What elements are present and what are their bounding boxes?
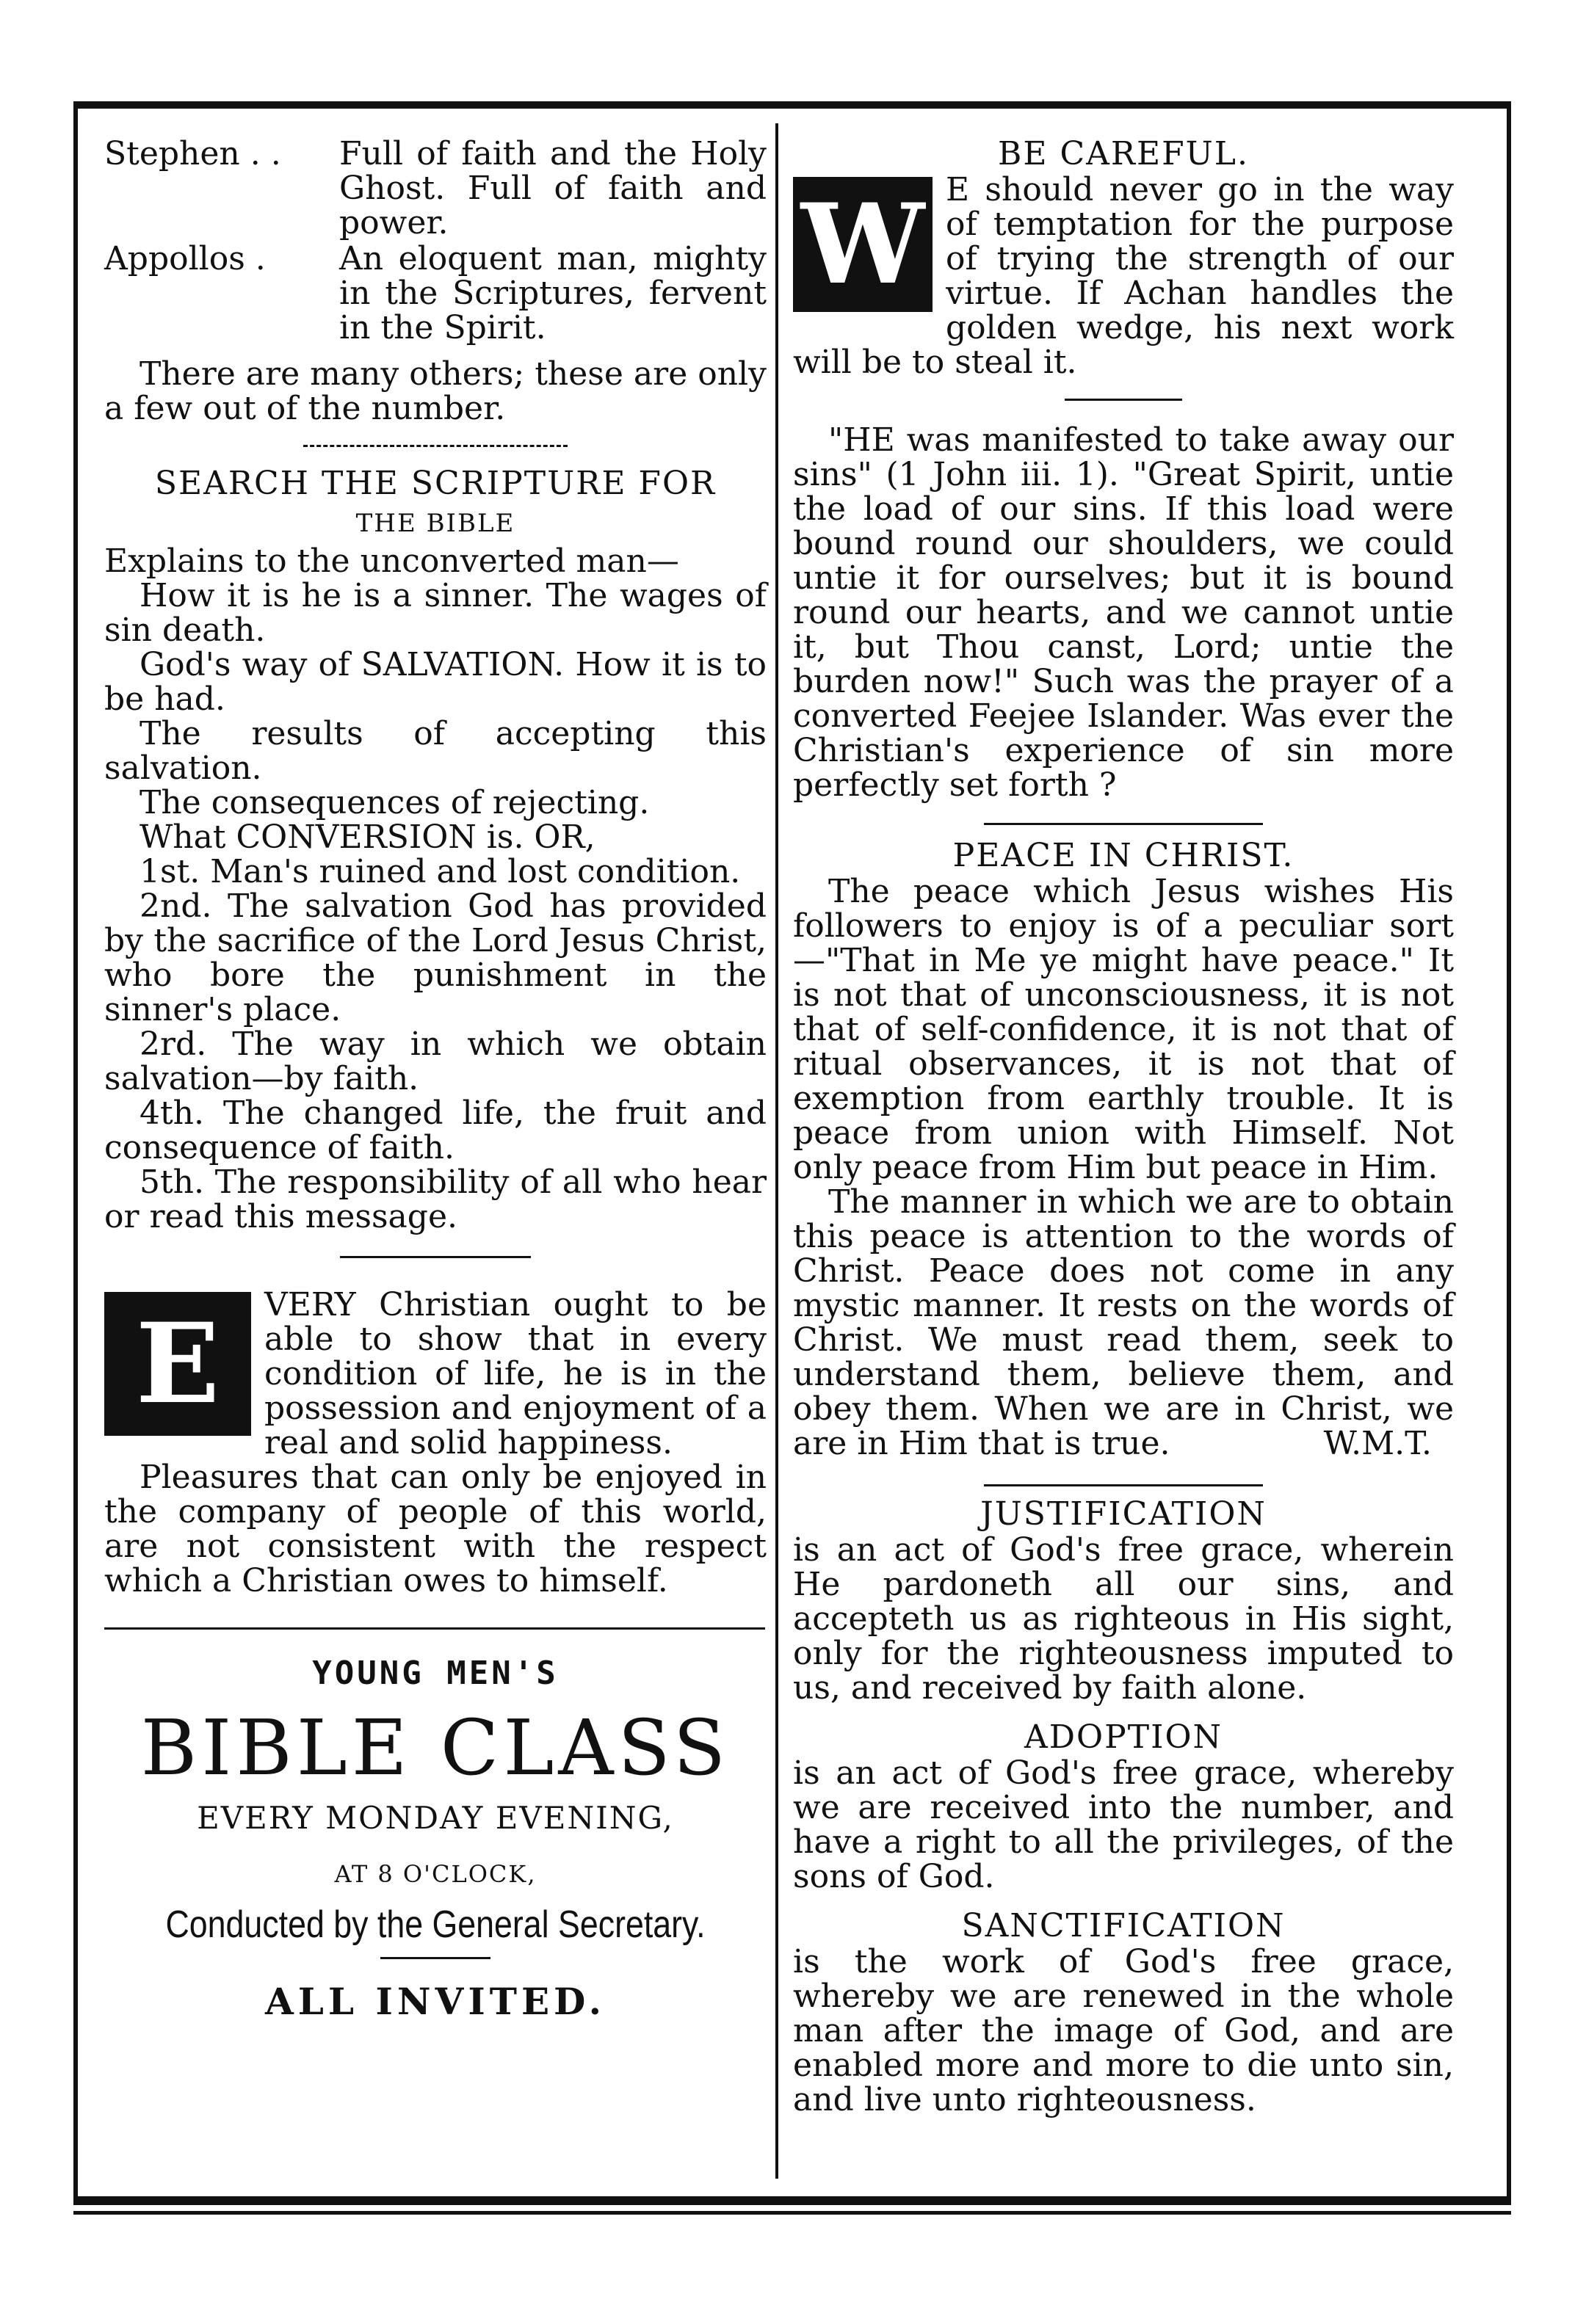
conducted-line: Conducted by the General Secretary. <box>165 1903 706 1946</box>
adoption-paragraph: is an act of God's free grace, whereby we are received into the number, and have a right to all the privileges, of the sons of God. <box>793 1754 1454 1895</box>
list-line: 4th. The changed life, the fruit and consequence of faith. <box>104 1094 767 1166</box>
section-divider <box>303 445 568 447</box>
list-line: How it is he is a sinner. The wages of sin death. <box>104 577 767 649</box>
entry-desc: Full of faith and the Holy Ghost. Full of faith and power. <box>339 135 767 242</box>
section-divider <box>1065 399 1182 401</box>
section-divider <box>104 1627 765 1630</box>
the-bible-subheading: THE BIBLE <box>355 509 515 538</box>
pleasures-paragraph: Pleasures that can only be enjoyed in the company of people of this world, are not consistent with the respect which a Christian owes to himself. <box>104 1459 767 1599</box>
explains-line: Explains to the unconverted man— <box>104 542 679 580</box>
section-divider <box>984 1484 1263 1486</box>
peace-heading: PEACE IN CHRIST. <box>952 837 1294 874</box>
section-divider <box>380 1957 490 1959</box>
peace-paragraph-2-text: The manner in which we are to obtain this peace is attention to the words of Christ. Peace does not come in any mystic manner. It rests on the words of Christ. We must read them, seek to understand them, believe them, and obey them. When we are in Christ, we are in Him that is true. <box>793 1183 1454 1462</box>
every-christian-paragraph: VERY Christian ought to be able to show that in every condition of life, he is in the possession and enjoyment of a real and solid happiness. <box>264 1286 767 1461</box>
manifested-paragraph: "HE was manifested to take away our sins" (1 John iii. 1). "Great Spirit, untie the load of our sins. If this load were bound round our shoulders, we could untie it for ourselves; but it is bound round our hearts, and we cannot untie it, but Thou canst, Lord; untie the burden now!" Such was the prayer of a converted Feejee Islander. Was ever the Christian's experience of sin more perfectly set forth ? <box>793 421 1454 804</box>
list-line: 5th. The responsibility of all who hear or read this message. <box>104 1163 767 1235</box>
list-line: God's way of SALVATION. How it is to be had. <box>104 646 767 718</box>
right-column <box>793 137 1454 2117</box>
entry-name: Appollos . <box>104 240 266 277</box>
left-column <box>104 135 767 2023</box>
entry-name: Stephen . . <box>104 135 281 173</box>
young-mens-heading: YOUNG MEN'S <box>312 1655 559 1692</box>
list-line: 1st. Man's ruined and lost condition. <box>140 853 741 890</box>
justification-heading: JUSTIFICATION <box>980 1495 1267 1533</box>
every-monday-line: EVERY MONDAY EVENING, <box>197 1800 674 1836</box>
entry-appollos <box>104 242 767 345</box>
entry-desc: An eloquent man, mighty in the Scriptures, fervent in the Spirit. <box>339 240 767 346</box>
be-careful-block <box>793 173 1454 380</box>
justification-paragraph: is an act of God's free grace, wherein He pardoneth all our sins, and accepteth us as righteous in His sight, only for the righteousness imputed to us, and received by faith alone. <box>793 1531 1454 1707</box>
frame-bottom-rule <box>73 2211 1511 2215</box>
search-heading: SEARCH THE SCRIPTURE FOR <box>154 465 717 502</box>
bible-class-heading: BIBLE CLASS <box>140 1703 731 1793</box>
column-divider <box>775 123 778 2179</box>
be-careful-heading: BE CAREFUL. <box>998 135 1249 173</box>
time-line: AT 8 O'CLOCK, <box>334 1860 537 1888</box>
sanctification-heading: SANCTIFICATION <box>961 1907 1286 1944</box>
peace-paragraph-2 <box>793 1185 1454 1461</box>
ornamental-initial-w: W <box>793 177 933 312</box>
peace-signature: W.M.T. <box>1323 1425 1432 1462</box>
be-careful-paragraph: E should never go in the way of temptation for the purpose of trying the strength of our virtue. If Achan handles the golden wedge, his next work will be to steal it. <box>793 171 1454 381</box>
adoption-heading: ADOPTION <box>1024 1718 1223 1756</box>
list-line: 2nd. The salvation God has provided by the sacrifice of the Lord Jesus Christ, who bore the punishment in the sinner's place. <box>104 887 767 1028</box>
list-line: What CONVERSION is. OR, <box>140 818 595 856</box>
sanctification-paragraph: is the work of God's free grace, whereby we are renewed in the whole man after the image of God, and are enabled more and more to die unto sin, and live unto righteousness. <box>793 1943 1454 2118</box>
section-divider <box>984 823 1263 825</box>
list-line: The consequences of rejecting. <box>140 784 650 821</box>
ornamental-initial-e: E <box>104 1292 251 1436</box>
every-christian-block <box>104 1288 767 1460</box>
section-divider <box>340 1256 531 1258</box>
list-line: 2rd. The way in which we obtain salvation—by faith. <box>104 1025 767 1097</box>
list-line: The results of accepting this salvation. <box>104 715 767 787</box>
others-paragraph: There are many others; these are only a few out of the number. <box>104 355 767 427</box>
all-invited-line: ALL INVITED. <box>264 1980 606 2023</box>
peace-paragraph-1: The peace which Jesus wishes His followers to enjoy is of a peculiar sort —"That in Me ye might have peace." It is not that of unconsciousness, it is not that of self-confidence, it is not that of ritual observances, it is not that of exemption from earthly trouble. It is peace from union with Himself. Not only peace from Him but peace in Him. <box>793 873 1454 1186</box>
entry-stephen <box>104 137 767 240</box>
